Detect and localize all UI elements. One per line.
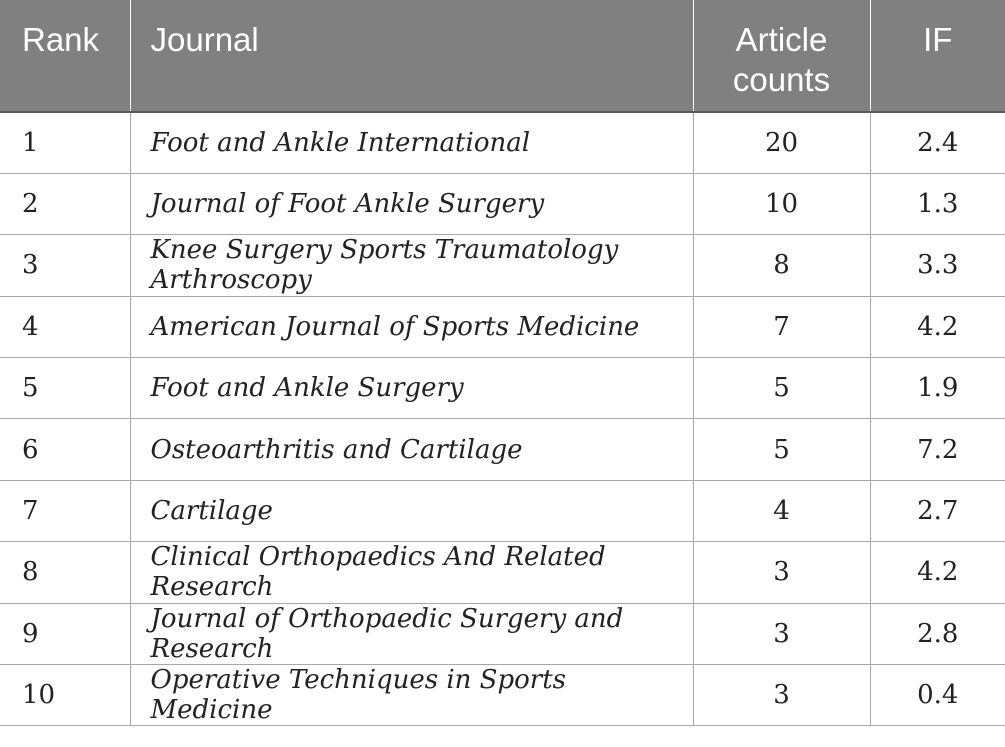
header-article-counts-line1: Article [735,21,828,58]
cell-rank: 1 [0,112,130,173]
cell-if: 4.2 [870,542,1005,603]
table-row [0,603,1005,664]
cell-journal: Journal of Foot Ankle Surgery [130,173,693,234]
cell-article-counts: 5 [693,419,870,480]
cell-rank: 7 [0,480,130,541]
cell-rank: 3 [0,235,130,296]
cell-journal: Clinical Orthopaedics And Related Research [130,542,693,603]
header-article-counts-line2: counts [732,61,831,98]
cell-article-counts: 7 [693,296,870,357]
cell-article-counts: 3 [693,603,870,664]
cell-rank: 8 [0,542,130,603]
cell-article-counts: 10 [693,173,870,234]
cell-rank: 5 [0,358,130,419]
cell-if: 0.4 [870,665,1005,726]
table-row [0,480,1005,541]
cell-if: 4.2 [870,296,1005,357]
cell-rank: 6 [0,419,130,480]
cell-journal: American Journal of Sports Medicine [130,296,693,357]
header-rank: Rank [0,0,130,112]
cell-article-counts: 8 [693,235,870,296]
cell-journal: Knee Surgery Sports Traumatology Arthroscopy [130,235,693,296]
cell-if: 2.4 [870,112,1005,173]
cell-rank: 4 [0,296,130,357]
cell-article-counts: 4 [693,480,870,541]
header-journal: Journal [130,0,693,112]
table-row [0,358,1005,419]
cell-if: 2.8 [870,603,1005,664]
cell-if: 2.7 [870,480,1005,541]
table-row [0,235,1005,296]
header-row [0,0,1005,112]
cell-if: 1.9 [870,358,1005,419]
table-row [0,419,1005,480]
cell-if: 7.2 [870,419,1005,480]
table-row [0,296,1005,357]
header-article-counts [693,0,870,112]
header-if: IF [870,0,1005,112]
cell-journal: Foot and Ankle Surgery [130,358,693,419]
table-body [0,112,1005,726]
table-header [0,0,1005,112]
cell-rank: 10 [0,665,130,726]
cell-article-counts: 20 [693,112,870,173]
cell-article-counts: 5 [693,358,870,419]
table-row [0,542,1005,603]
cell-rank: 2 [0,173,130,234]
table-row [0,665,1005,726]
cell-journal: Cartilage [130,480,693,541]
cell-article-counts: 3 [693,665,870,726]
cell-if: 3.3 [870,235,1005,296]
table-row [0,173,1005,234]
cell-rank: 9 [0,603,130,664]
table-row [0,112,1005,173]
cell-journal: Operative Techniques in Sports Medicine [130,665,693,726]
cell-journal: Foot and Ankle International [130,112,693,173]
cell-journal: Osteoarthritis and Cartilage [130,419,693,480]
cell-article-counts: 3 [693,542,870,603]
cell-if: 1.3 [870,173,1005,234]
cell-journal: Journal of Orthopaedic Surgery and Research [130,603,693,664]
